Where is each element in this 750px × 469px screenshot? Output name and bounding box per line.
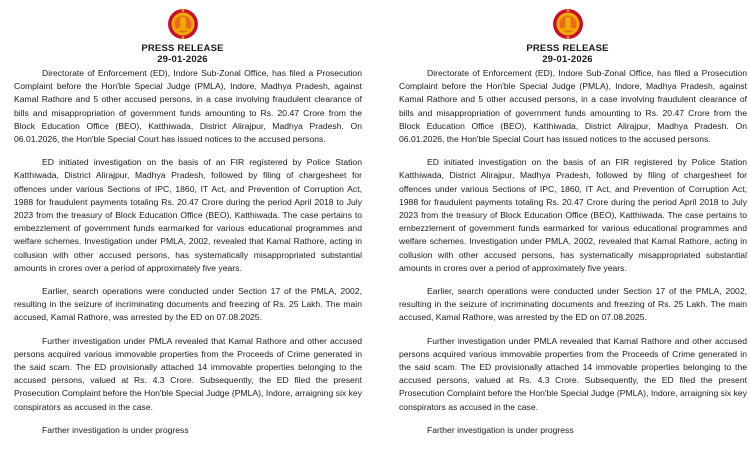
- paragraph: Directorate of Enforcement (ED), Indore Sub-Zonal Office, has filed a Prosecution Complaint before the Hon'ble Special Judge (PMLA), Indore, Madhya Pradesh, against Kamal Rathore and 5 other accused persons, in a case involving fraudulent clearance of bills and misappropriation of government funds amounting to Rs. 20.47 Crore from the Block Education Office (BEO), Katthiwada, District Alirajpur, Madhya Pradesh. On 06.01.2026, the Hon'ble Special Court has issued notices to the accused persons.: [14, 68, 362, 145]
- paragraph: Farther investigation is under progress: [427, 424, 574, 435]
- press-release-page-left: [0, 0, 365, 469]
- paragraph: Further investigation under PMLA revealed that Kamal Rathore and other accused persons acquired various immovable properties from the Proceeds of Crime generated in the said scam. The ED provisionally attached 14 immovable properties belonging to the accused persons, valued at Rs. 4.3 Crore. Subsequently, the ED filed the present Prosecution Complaint before the Hon'ble Special Judge (PMLA), Indore, arraigning six key conspirators as accused in the case.: [399, 335, 747, 412]
- press-release-body: [14, 67, 362, 437]
- enforcement-directorate-emblem-icon: [167, 8, 199, 40]
- press-release-body: [399, 67, 747, 437]
- paragraph: Farther investigation is under progress: [42, 424, 189, 435]
- press-release-date: 29-01-2026: [542, 54, 593, 65]
- paragraph: Further investigation under PMLA revealed that Kamal Rathore and other accused persons acquired various immovable properties from the Proceeds of Crime generated in the said scam. The ED provisionally attached 14 immovable properties belonging to the accused persons, valued at Rs. 4.3 Crore. Subsequently, the ED filed the present Prosecution Complaint before the Hon'ble Special Judge (PMLA), Indore, arraigning six key conspirators as accused in the case.: [14, 335, 362, 412]
- paragraph: Earlier, search operations were conducted under Section 17 of the PMLA, 2002, resulting in the seizure of incriminating documents and freezing of Rs. 25 Lakh. The main accused, Kamal Rathore, was arrested by the ED on 07.08.2025.: [399, 286, 747, 323]
- enforcement-directorate-emblem-icon: [552, 8, 584, 40]
- press-release-header: [0, 43, 365, 65]
- paragraph: Earlier, search operations were conducted under Section 17 of the PMLA, 2002, resulting in the seizure of incriminating documents and freezing of Rs. 25 Lakh. The main accused, Kamal Rathore, was arrested by the ED on 07.08.2025.: [14, 286, 362, 323]
- paragraph: ED initiated investigation on the basis of an FIR registered by Police Station Katthiwada, District Alirajpur, Madhya Pradesh, followed by filing of chargesheet for offences under various Sections of IPC, 1860, IT Act, and Prevention of Corruption Act, 1988 for fraudulent payments totaling Rs. 20.47 Crore during the period April 2018 to July 2023 from the treasury of Block Education Office (BEO), Katthiwada. The case pertains to embezzlement of government funds earmarked for various educational programmes and welfare schemes. Investigation under PMLA, 2002, revealed that Kamal Rathore, acting in collusion with other accused persons, has systematically misappropriated substantial amounts in crores over a period of approximately five years.: [399, 157, 747, 273]
- paragraph: ED initiated investigation on the basis of an FIR registered by Police Station Katthiwada, District Alirajpur, Madhya Pradesh, followed by filing of chargesheet for offences under various Sections of IPC, 1860, IT Act, and Prevention of Corruption Act, 1988 for fraudulent payments totaling Rs. 20.47 Crore during the period April 2018 to July 2023 from the treasury of Block Education Office (BEO), Katthiwada. The case pertains to embezzlement of government funds earmarked for various educational programmes and welfare schemes. Investigation under PMLA, 2002, revealed that Kamal Rathore, acting in collusion with other accused persons, has systematically misappropriated substantial amounts in crores over a period of approximately five years.: [14, 157, 362, 273]
- press-release-header: [385, 43, 750, 65]
- press-release-date: 29-01-2026: [157, 54, 208, 65]
- paragraph: Directorate of Enforcement (ED), Indore Sub-Zonal Office, has filed a Prosecution Complaint before the Hon'ble Special Judge (PMLA), Indore, Madhya Pradesh, against Kamal Rathore and 5 other accused persons, in a case involving fraudulent clearance of bills and misappropriation of government funds amounting to Rs. 20.47 Crore from the Block Education Office (BEO), Katthiwada, District Alirajpur, Madhya Pradesh. On 06.01.2026, the Hon'ble Special Court has issued notices to the accused persons.: [399, 68, 747, 145]
- press-release-title: PRESS RELEASE: [526, 43, 609, 54]
- press-release-page-right: [385, 0, 750, 469]
- press-release-title: PRESS RELEASE: [141, 43, 224, 54]
